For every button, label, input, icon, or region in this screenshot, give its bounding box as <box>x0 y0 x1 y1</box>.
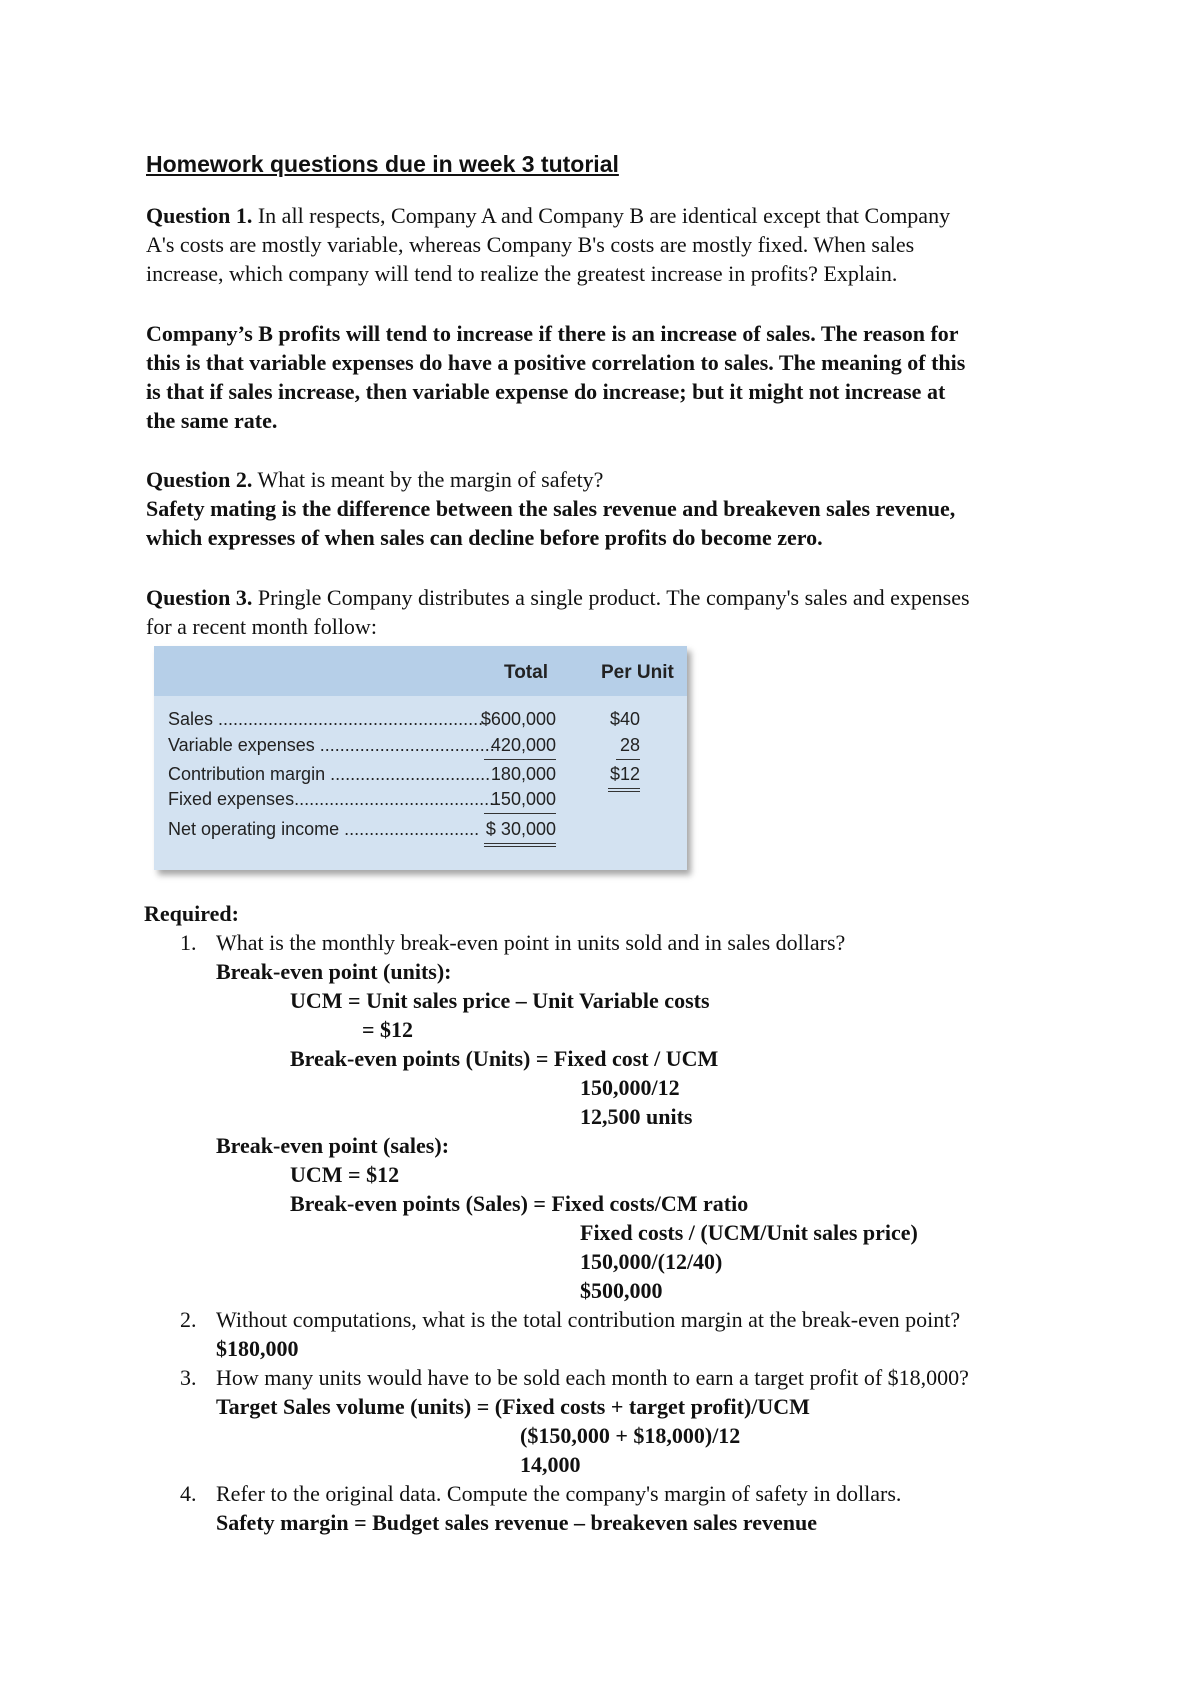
page-title: Homework questions due in week 3 tutorial <box>146 151 619 177</box>
ucm-formula: UCM = Unit sales price – Unit Variable costs <box>290 988 710 1013</box>
bep-sales-result: $500,000 <box>580 1278 663 1303</box>
q3-text-1: Pringle Company distributes a single product. The company's sales and expenses <box>252 585 970 610</box>
bep-units-result: 12,500 units <box>580 1104 693 1129</box>
q2-label: Question 2. <box>146 467 253 492</box>
item1-question: What is the monthly break-even point in units sold and in sales dollars? <box>216 930 846 955</box>
bep-sales-formula: Break-even points (Sales) = Fixed costs/CM ratio <box>290 1191 749 1216</box>
row-label-variable: Variable expenses ................................... <box>168 735 495 755</box>
bep-units-calc: 150,000/12 <box>580 1075 680 1100</box>
q1-answer-line: the same rate. <box>146 408 278 433</box>
row-total-sales: $600,000 <box>480 709 556 729</box>
bep-units-title: Break-even point (units): <box>216 959 452 984</box>
ucm-value: = $12 <box>362 1017 414 1042</box>
item1-line <box>180 928 845 957</box>
q3-text-2: for a recent month follow: <box>146 614 377 639</box>
item3-number: 3. <box>180 1365 197 1390</box>
bep-sales-step1: Fixed costs / (UCM/Unit sales price) <box>580 1220 918 1245</box>
underline <box>616 759 640 760</box>
q3-line-1 <box>146 583 970 612</box>
double-underline <box>608 791 640 792</box>
item4-question: Refer to the original data. Compute the company's margin of safety in dollars. <box>216 1481 902 1506</box>
item3-result: 14,000 <box>520 1452 581 1477</box>
item2-answer: $180,000 <box>216 1336 299 1361</box>
q1-label: Question 1. <box>146 203 253 228</box>
ucm-sales: UCM = $12 <box>290 1162 400 1187</box>
q2-line <box>146 465 603 494</box>
q3-label: Question 3. <box>146 585 253 610</box>
double-underline <box>484 846 556 847</box>
item3-calc: ($150,000 + $18,000)/12 <box>520 1423 741 1448</box>
row-unit-sales: $40 <box>609 709 640 729</box>
item2-line <box>180 1305 960 1334</box>
q1-answer-line: Company’s B profits will tend to increase if there is an increase of sales. The reason for <box>146 321 959 346</box>
bep-units-formula: Break-even points (Units) = Fixed cost / UCM <box>290 1046 719 1071</box>
row-label-sales: Sales ..................................................... <box>168 709 484 729</box>
item4-formula: Safety margin = Budget sales revenue – breakeven sales revenue <box>216 1510 817 1535</box>
q1-line-1 <box>146 201 950 230</box>
q1-text-3: increase, which company will tend to realize the greatest increase in profits? Explain. <box>146 261 898 286</box>
bep-sales-title: Break-even point (sales): <box>216 1133 450 1158</box>
item3-question: How many units would have to be sold each month to earn a target profit of $18,000? <box>216 1365 969 1390</box>
required-title: Required: <box>144 901 239 926</box>
q1-text-1: In all respects, Company A and Company B are identical except that Company <box>252 203 951 228</box>
q2-answer-line: which expresses of when sales can decline before profits do become zero. <box>146 525 823 550</box>
income-statement-table <box>154 646 687 870</box>
row-label-contribution: Contribution margin ................................ <box>168 764 491 784</box>
row-total-net-income: $ 30,000 <box>485 819 556 839</box>
item1-number: 1. <box>180 930 197 955</box>
row-total-fixed: 150,000 <box>490 789 556 809</box>
q1-text-2: A's costs are mostly variable, whereas Company B's costs are mostly fixed. When sales <box>146 232 915 257</box>
row-total-variable: 420,000 <box>490 735 556 755</box>
table-header <box>154 646 687 696</box>
underline <box>484 759 556 760</box>
q2-text: What is meant by the margin of safety? <box>252 467 604 492</box>
col-per-unit-header: Per Unit <box>601 662 674 683</box>
item4-number: 4. <box>180 1481 197 1506</box>
row-total-contribution: 180,000 <box>490 764 556 784</box>
row-unit-contribution: $12 <box>609 764 640 784</box>
item3-line <box>180 1363 969 1392</box>
row-label-fixed: Fixed expenses......................................... <box>168 789 500 809</box>
double-underline <box>484 843 556 844</box>
item3-formula: Target Sales volume (units) = (Fixed costs + target profit)/UCM <box>216 1394 810 1419</box>
bep-sales-step2: 150,000/(12/40) <box>580 1249 723 1274</box>
item4-line <box>180 1479 901 1508</box>
q1-answer-line: is that if sales increase, then variable expense do increase; but it might not increase at <box>146 379 946 404</box>
double-underline <box>608 788 640 789</box>
col-total-header: Total <box>504 662 548 683</box>
row-unit-variable: 28 <box>619 735 640 755</box>
item2-number: 2. <box>180 1307 197 1332</box>
underline <box>484 813 556 814</box>
item2-question: Without computations, what is the total contribution margin at the break-even point? <box>216 1307 961 1332</box>
q2-answer-line: Safety mating is the difference between the sales revenue and breakeven sales revenue, <box>146 496 956 521</box>
row-label-net-income: Net operating income ........................... <box>168 819 480 839</box>
q1-answer-line: this is that variable expenses do have a positive correlation to sales. The meaning of this <box>146 350 966 375</box>
